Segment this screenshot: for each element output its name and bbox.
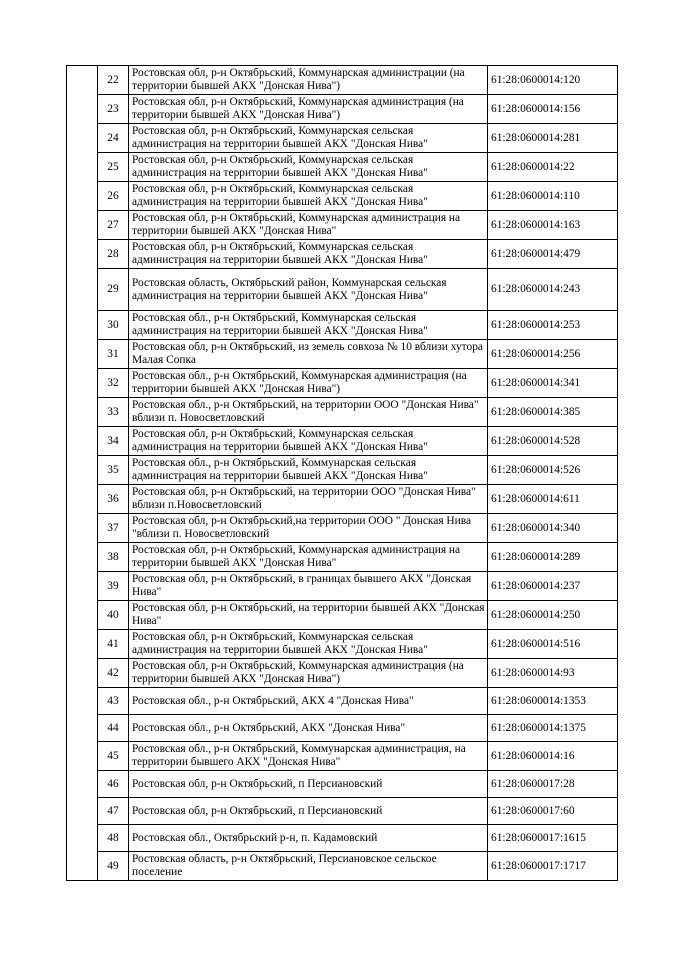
address-cell: Ростовская обл., р-н Октябрьский, Коммунарская администрация (на территории бывшей АКХ "Донская Нива") bbox=[129, 369, 488, 398]
row-number: 39 bbox=[98, 572, 129, 601]
row-number: 28 bbox=[98, 240, 129, 269]
cadastral-number-cell: 61:28:0600014:250 bbox=[488, 601, 618, 630]
row-number: 45 bbox=[98, 742, 129, 771]
cadastral-number-cell: 61:28:0600014:281 bbox=[488, 124, 618, 153]
row-number: 37 bbox=[98, 514, 129, 543]
cadastral-number-cell: 61:28:0600017:1717 bbox=[488, 852, 618, 881]
row-number: 46 bbox=[98, 771, 129, 798]
parcels-table bbox=[66, 65, 618, 881]
table-row bbox=[67, 124, 618, 153]
address-cell: Ростовская обл, р-н Октябрьский, из земель совхоза № 10 вблизи хутора Малая Сопка bbox=[129, 340, 488, 369]
address-cell: Ростовская обл., р-н Октябрьский, Коммунарская сельская администрация на территории бывшей АКХ "Донская Нива" bbox=[129, 456, 488, 485]
address-cell: Ростовская обл, р-н Октябрьский, Коммунарская администрация (на территории бывшей АКХ "Донская Нива") bbox=[129, 95, 488, 124]
row-number: 48 bbox=[98, 825, 129, 852]
row-number: 49 bbox=[98, 852, 129, 881]
address-cell: Ростовская обл, р-н Октябрьский, Коммунарская администрация на территории бывшей АКХ "Донская Нива" bbox=[129, 543, 488, 572]
address-cell: Ростовская обл., р-н Октябрьский, Коммунарская сельская администрация на территории бывшей АКХ "Донская Нива" bbox=[129, 311, 488, 340]
cadastral-number-cell: 61:28:0600014:526 bbox=[488, 456, 618, 485]
address-cell: Ростовская обл, р-н Октябрьский, Коммунарская администрация (на территории бывшей АКХ "Донская Нива") bbox=[129, 659, 488, 688]
address-cell: Ростовская область, р-н Октябрьский, Персиановское сельское поселение bbox=[129, 852, 488, 881]
table-row bbox=[67, 630, 618, 659]
cadastral-number-cell: 61:28:0600014:110 bbox=[488, 182, 618, 211]
row-number: 34 bbox=[98, 427, 129, 456]
table-row bbox=[67, 572, 618, 601]
row-number: 24 bbox=[98, 124, 129, 153]
cadastral-number-cell: 61:28:0600014:528 bbox=[488, 427, 618, 456]
row-number: 32 bbox=[98, 369, 129, 398]
cadastral-number-cell: 61:28:0600014:22 bbox=[488, 153, 618, 182]
address-cell: Ростовская обл., р-н Октябрьский, на территории ООО "Донская Нива" вблизи п. Новосветловский bbox=[129, 398, 488, 427]
row-number: 23 bbox=[98, 95, 129, 124]
table-row bbox=[67, 211, 618, 240]
table-row bbox=[67, 369, 618, 398]
row-number: 30 bbox=[98, 311, 129, 340]
row-number: 44 bbox=[98, 715, 129, 742]
table-row bbox=[67, 798, 618, 825]
table-row bbox=[67, 543, 618, 572]
cadastral-number-cell: 61:28:0600014:1375 bbox=[488, 715, 618, 742]
address-cell: Ростовская обл, р-н Октябрьский, Коммунарская сельская администрация на территории бывшей АКХ "Донская Нива" bbox=[129, 630, 488, 659]
cadastral-number-cell: 61:28:0600014:237 bbox=[488, 572, 618, 601]
cadastral-number-cell: 61:28:0600014:1353 bbox=[488, 688, 618, 715]
row-number: 27 bbox=[98, 211, 129, 240]
table-row bbox=[67, 311, 618, 340]
empty-left-cell bbox=[67, 66, 98, 881]
table-row bbox=[67, 688, 618, 715]
cadastral-number-cell: 61:28:0600014:120 bbox=[488, 66, 618, 95]
address-cell: Ростовская обл, р-н Октябрьский, в границах бывшего АКХ "Донская Нива" bbox=[129, 572, 488, 601]
cadastral-number-cell: 61:28:0600014:93 bbox=[488, 659, 618, 688]
row-number: 40 bbox=[98, 601, 129, 630]
address-cell: Ростовская обл., р-н Октябрьский, АКХ 4 "Донская Нива" bbox=[129, 688, 488, 715]
address-cell: Ростовская обл., р-н Октябрьский, АКХ "Донская Нива" bbox=[129, 715, 488, 742]
table-row bbox=[67, 742, 618, 771]
cadastral-number-cell: 61:28:0600014:253 bbox=[488, 311, 618, 340]
cadastral-number-cell: 61:28:0600014:243 bbox=[488, 269, 618, 311]
row-number: 47 bbox=[98, 798, 129, 825]
table-row bbox=[67, 340, 618, 369]
row-number: 29 bbox=[98, 269, 129, 311]
cadastral-number-cell: 61:28:0600014:516 bbox=[488, 630, 618, 659]
cadastral-number-cell: 61:28:0600014:385 bbox=[488, 398, 618, 427]
cadastral-number-cell: 61:28:0600014:163 bbox=[488, 211, 618, 240]
address-cell: Ростовская обл., Октябрьский р-н, п. Кадамовский bbox=[129, 825, 488, 852]
cadastral-number-cell: 61:28:0600017:60 bbox=[488, 798, 618, 825]
cadastral-number-cell: 61:28:0600017:1615 bbox=[488, 825, 618, 852]
table-row bbox=[67, 456, 618, 485]
address-cell: Ростовская обл., р-н Октябрьский, Коммунарская администрация, на территории бывшего АКХ "Донская Нива" bbox=[129, 742, 488, 771]
address-cell: Ростовская обл, р-н Октябрьский, Коммунарская администрация на территории бывшей АКХ "Донская Нива" bbox=[129, 211, 488, 240]
row-number: 43 bbox=[98, 688, 129, 715]
table-row bbox=[67, 153, 618, 182]
address-cell: Ростовская обл, р-н Октябрьский, на территории ООО "Донская Нива" вблизи п.Новосветловский bbox=[129, 485, 488, 514]
cadastral-number-cell: 61:28:0600014:611 bbox=[488, 485, 618, 514]
row-number: 35 bbox=[98, 456, 129, 485]
cadastral-number-cell: 61:28:0600017:28 bbox=[488, 771, 618, 798]
row-number: 22 bbox=[98, 66, 129, 95]
row-number: 31 bbox=[98, 340, 129, 369]
table-row bbox=[67, 485, 618, 514]
table-row bbox=[67, 182, 618, 211]
table-row bbox=[67, 825, 618, 852]
row-number: 38 bbox=[98, 543, 129, 572]
address-cell: Ростовская обл, р-н Октябрьский, п Персиановский bbox=[129, 771, 488, 798]
table-row bbox=[67, 771, 618, 798]
address-cell: Ростовская обл, р-н Октябрьский, Коммунарская сельская администрация на территории бывшей АКХ "Донская Нива" bbox=[129, 182, 488, 211]
table-row bbox=[67, 852, 618, 881]
table-row bbox=[67, 398, 618, 427]
cadastral-number-cell: 61:28:0600014:340 bbox=[488, 514, 618, 543]
table-row bbox=[67, 269, 618, 311]
address-cell: Ростовская обл, р-н Октябрьский, Коммунарская сельская администрация на территории бывшей АКХ "Донская Нива" bbox=[129, 153, 488, 182]
table-row bbox=[67, 66, 618, 95]
table-row bbox=[67, 601, 618, 630]
cadastral-number-cell: 61:28:0600014:479 bbox=[488, 240, 618, 269]
row-number: 41 bbox=[98, 630, 129, 659]
address-cell: Ростовская обл, р-н Октябрьский, Коммунарская администрации (на территории бывшей АКХ "Донская Нива") bbox=[129, 66, 488, 95]
row-number: 25 bbox=[98, 153, 129, 182]
address-cell: Ростовская обл, р-н Октябрьский,на территории ООО " Донская Нива "вблизи п. Новосветловский bbox=[129, 514, 488, 543]
row-number: 26 bbox=[98, 182, 129, 211]
table-row bbox=[67, 95, 618, 124]
address-cell: Ростовская обл, р-н Октябрьский, Коммунарская сельская администрация на территории бывшей АКХ "Донская Нива" bbox=[129, 427, 488, 456]
row-number: 33 bbox=[98, 398, 129, 427]
row-number: 42 bbox=[98, 659, 129, 688]
table-row bbox=[67, 514, 618, 543]
table-row bbox=[67, 240, 618, 269]
table-row bbox=[67, 659, 618, 688]
address-cell: Ростовская область, Октябрьский район, Коммунарская сельская администрация на территории бывшей АКХ "Донская Нива" bbox=[129, 269, 488, 311]
address-cell: Ростовская обл, р-н Октябрьский, Коммунарская сельская администрация на территории бывшей АКХ "Донская Нива" bbox=[129, 124, 488, 153]
table-row bbox=[67, 427, 618, 456]
row-number: 36 bbox=[98, 485, 129, 514]
cadastral-number-cell: 61:28:0600014:16 bbox=[488, 742, 618, 771]
parcels-table-body bbox=[67, 66, 618, 881]
cadastral-number-cell: 61:28:0600014:256 bbox=[488, 340, 618, 369]
cadastral-number-cell: 61:28:0600014:341 bbox=[488, 369, 618, 398]
cadastral-number-cell: 61:28:0600014:289 bbox=[488, 543, 618, 572]
address-cell: Ростовская обл, р-н Октябрьский, на территории бывшей АКХ "Донская Нива" bbox=[129, 601, 488, 630]
table-row bbox=[67, 715, 618, 742]
address-cell: Ростовская обл, р-н Октябрьский, п Персиановский bbox=[129, 798, 488, 825]
cadastral-number-cell: 61:28:0600014:156 bbox=[488, 95, 618, 124]
address-cell: Ростовская обл, р-н Октябрьский, Коммунарская сельская администрация на территории бывшей АКХ "Донская Нива" bbox=[129, 240, 488, 269]
